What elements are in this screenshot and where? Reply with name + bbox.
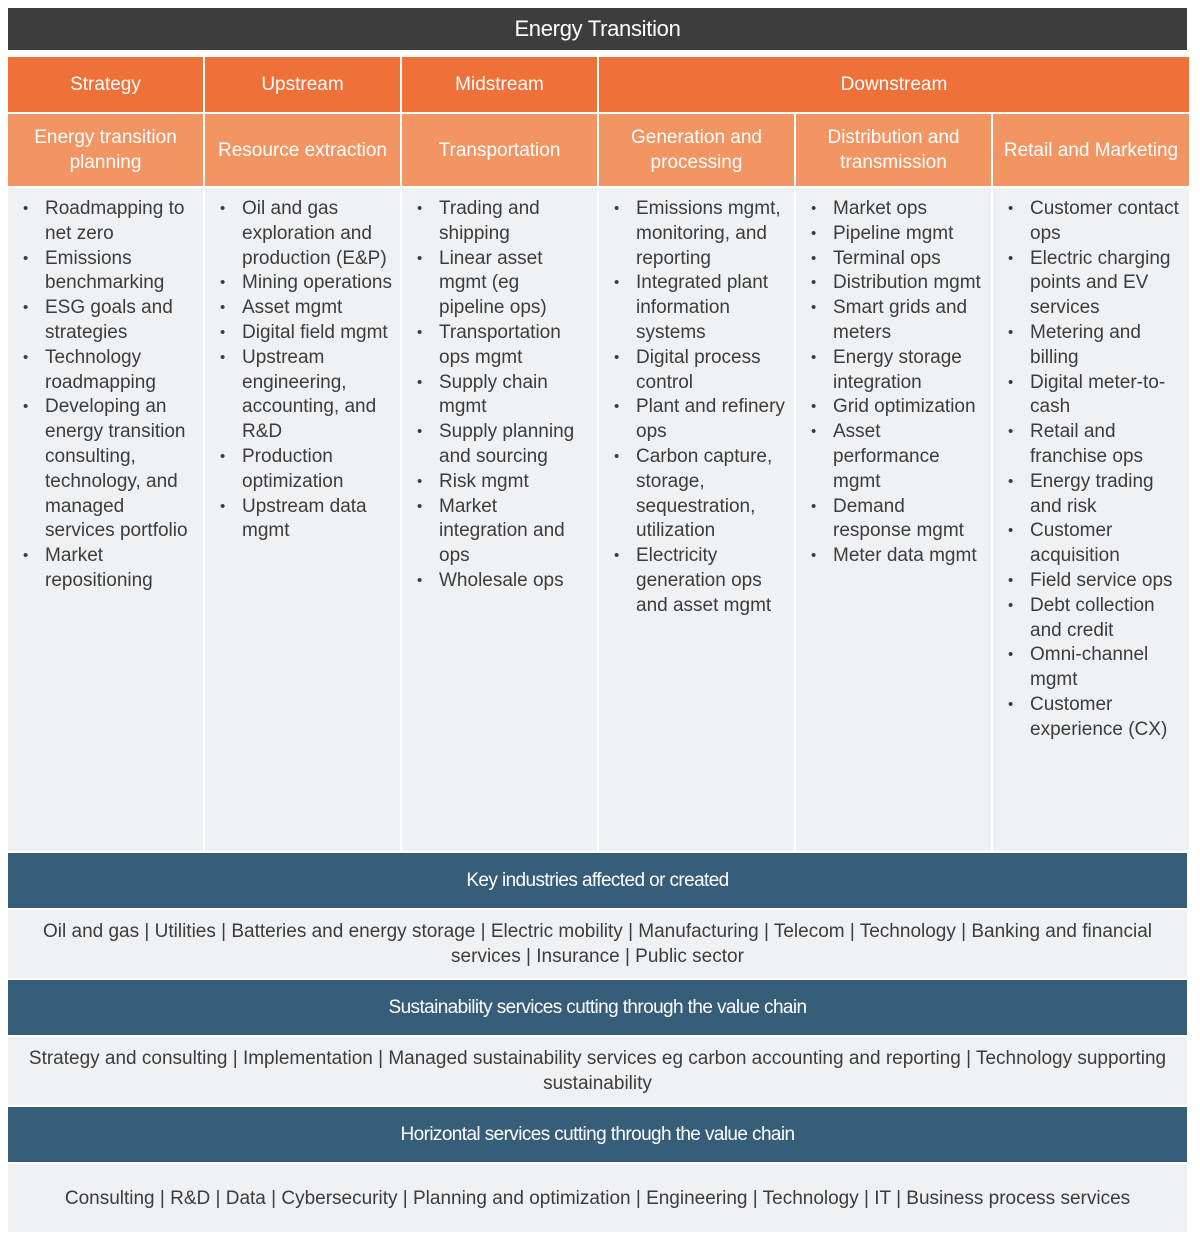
band-title-sustainability-services: Sustainability services cutting through the value chain [8, 980, 1187, 1035]
bullet-list [217, 197, 392, 544]
category-midstream: Midstream [402, 57, 597, 112]
subheader-energy-transition-planning: Energy transition planning [8, 114, 203, 186]
list-item: • Linear asset mgmt (eg pipeline ops) [414, 247, 589, 321]
list-item: • Digital field mgmt [217, 321, 392, 346]
list-item: • Customer contact ops [1005, 197, 1181, 247]
list-item: • Developing an energy transition consulting, technology, and managed services portfolio [20, 395, 195, 544]
list-item: • Electricity generation ops and asset mgmt [611, 544, 786, 618]
list-item: • Terminal ops [808, 247, 983, 272]
subheader-transportation: Transportation [402, 114, 597, 186]
list-item: • Grid optimization [808, 395, 983, 420]
list-item: • Meter data mgmt [808, 544, 983, 569]
list-item: • Digital process control [611, 346, 786, 396]
column-body-retail-marketing [993, 188, 1189, 851]
list-item: • Distribution mgmt [808, 271, 983, 296]
list-item: • Market integration and ops [414, 495, 589, 569]
subheader-distribution-transmission: Distribution and transmission [796, 114, 991, 186]
list-item: • Risk mgmt [414, 470, 589, 495]
list-item: • Digital meter-to-cash [1005, 371, 1181, 421]
bullet-list [1005, 197, 1181, 743]
list-item: • Retail and franchise ops [1005, 420, 1181, 470]
list-item: • Transportation ops mgmt [414, 321, 589, 371]
column-body-resource-extraction [205, 188, 400, 851]
bullet-list [808, 197, 983, 569]
list-item: • Demand response mgmt [808, 495, 983, 545]
value-chain-grid [8, 57, 1187, 851]
band-title-key-industries: Key industries affected or created [8, 853, 1187, 908]
list-item: • Integrated plant information systems [611, 271, 786, 345]
list-item: • Wholesale ops [414, 569, 589, 594]
column-body-energy-transition-planning [8, 188, 203, 851]
column-body-generation-processing [599, 188, 794, 851]
column-body-transportation [402, 188, 597, 851]
category-upstream: Upstream [205, 57, 400, 112]
list-item: • Mining operations [217, 271, 392, 296]
subheader-resource-extraction: Resource extraction [205, 114, 400, 186]
list-item: • Emissions benchmarking [20, 247, 195, 297]
list-item: • Electric charging points and EV services [1005, 247, 1181, 321]
column-body-distribution-transmission [796, 188, 991, 851]
band-title-horizontal-services: Horizontal services cutting through the value chain [8, 1107, 1187, 1162]
list-item: • Pipeline mgmt [808, 222, 983, 247]
list-item: • Market repositioning [20, 544, 195, 594]
list-item: • Upstream engineering, accounting, and R&D [217, 346, 392, 445]
category-strategy: Strategy [8, 57, 203, 112]
list-item: • Debt collection and credit [1005, 594, 1181, 644]
list-item: • Production optimization [217, 445, 392, 495]
band-text-horizontal-services: Consulting | R&D | Data | Cybersecurity | Planning and optimization | Engineering | Technology | IT | Business process services [8, 1164, 1187, 1232]
list-item: • Field service ops [1005, 569, 1181, 594]
energy-transition-diagram [8, 8, 1187, 1232]
list-item: • Carbon capture, storage, sequestration, utilization [611, 445, 786, 544]
list-item: • Customer experience (CX) [1005, 693, 1181, 743]
list-item: • Trading and shipping [414, 197, 589, 247]
band-text-sustainability-services: Strategy and consulting | Implementation | Managed sustainability services eg carbon accounting and reporting | Technology supporting sustainability [8, 1037, 1187, 1105]
list-item: • Roadmapping to net zero [20, 197, 195, 247]
list-item: • Upstream data mgmt [217, 495, 392, 545]
list-item: • Energy trading and risk [1005, 470, 1181, 520]
band-text-key-industries: Oil and gas | Utilities | Batteries and energy storage | Electric mobility | Manufacturing | Telecom | Technology | Banking and financial services | Insurance | Public sector [8, 910, 1187, 978]
list-item: • Smart grids and meters [808, 296, 983, 346]
category-downstream: Downstream [599, 57, 1189, 112]
bullet-list [611, 197, 786, 619]
list-item: • ESG goals and strategies [20, 296, 195, 346]
subheader-retail-marketing: Retail and Marketing [993, 114, 1189, 186]
list-item: • Asset mgmt [217, 296, 392, 321]
diagram-title: Energy Transition [8, 8, 1187, 50]
list-item: • Supply chain mgmt [414, 371, 589, 421]
list-item: • Plant and refinery ops [611, 395, 786, 445]
list-item: • Customer acquisition [1005, 519, 1181, 569]
list-item: • Emissions mgmt, monitoring, and reporting [611, 197, 786, 271]
bullet-list [20, 197, 195, 594]
subheader-generation-processing: Generation and processing [599, 114, 794, 186]
bullet-list [414, 197, 589, 594]
list-item: • Omni-channel mgmt [1005, 643, 1181, 693]
list-item: • Technology roadmapping [20, 346, 195, 396]
list-item: • Supply planning and sourcing [414, 420, 589, 470]
list-item: • Energy storage integration [808, 346, 983, 396]
list-item: • Market ops [808, 197, 983, 222]
list-item: • Oil and gas exploration and production (E&P) [217, 197, 392, 271]
list-item: • Asset performance mgmt [808, 420, 983, 494]
list-item: • Metering and billing [1005, 321, 1181, 371]
